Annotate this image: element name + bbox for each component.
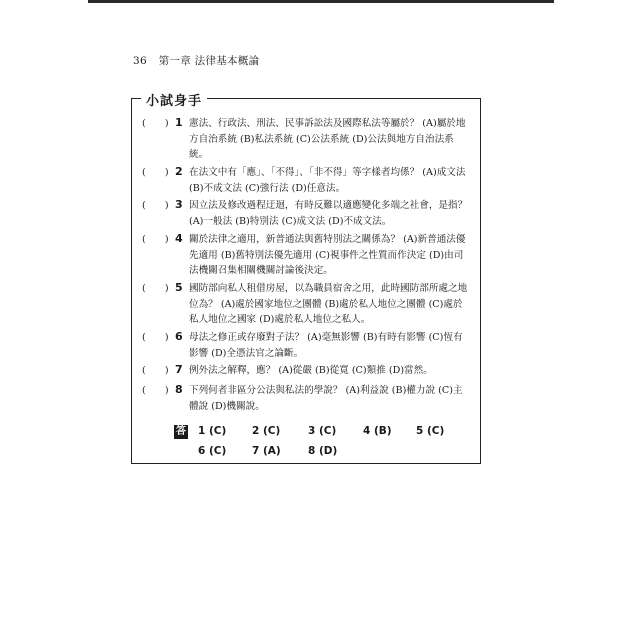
chapter-title: 第一章 法律基本概論 [158,55,260,67]
question-2 [142,165,472,196]
answer-item: 1 (C) [198,425,227,437]
page-number: 36 [133,55,147,67]
question-number: 1 [175,116,183,129]
answer-blank: ( ) [142,167,169,178]
answer-blank: ( ) [142,365,169,376]
answer-blank: ( ) [142,234,169,245]
top-rule [88,0,554,3]
question-number: 4 [175,232,183,245]
answer-blank: ( ) [142,283,169,294]
answer-item: 3 (C) [308,425,337,437]
question-3 [142,198,472,229]
question-number: 5 [175,281,183,294]
question-text: 下列何者非區分公法與私法的學說？ (A)利益說 (B)權力說 (C)主體說 (D)機關說。 [189,385,463,412]
question-7 [142,363,472,379]
answer-blank: ( ) [142,385,169,396]
answer-item: 5 (C) [416,425,445,437]
question-number: 2 [175,165,183,178]
question-number: 6 [175,330,183,343]
question-5 [142,281,472,328]
question-text: 憲法、行政法、刑法、民事訴訟法及國際私法等屬於？ (A)屬於地方自治系統 (B)私法系統 (C)公法系統 (D)公法與地方自治法系統。 [189,118,466,160]
answer-key-label: 答 [176,426,186,437]
question-6 [142,330,472,361]
question-number: 7 [175,363,183,376]
question-text: 例外法之解釋，應？ (A)從嚴 (B)從寬 (C)類推 (D)當然。 [189,365,433,376]
answer-blank: ( ) [142,200,169,211]
question-text: 母法之修正或存廢對子法？ (A)毫無影響 (B)有時有影響 (C)恆有影響 (D)全憑法官之論斷。 [189,332,463,359]
answer-item: 6 (C) [198,445,227,457]
question-number: 3 [175,198,183,211]
answer-blank: ( ) [142,118,169,129]
box-title: 小試身手 [141,90,207,109]
running-head [133,53,259,68]
answer-item: 4 (B) [363,425,392,437]
question-text: 國防部向私人租借房屋，以為職員宿舍之用，此時國防部所處之地位為？ (A)處於國家地位之團體 (B)處於私人地位之團體 (C)處於私人地位之國家 (D)處於私人地位之私人。 [189,283,468,325]
answer-item: 8 (D) [308,445,338,457]
answer-item: 2 (C) [252,425,281,437]
question-number: 8 [175,383,183,396]
question-1 [142,116,472,163]
question-text: 因立法及修改過程迂迴，有時反難以適應變化多端之社會，是指？ (A)一般法 (B)特別法 (C)成文法 (D)不成文法。 [189,200,468,227]
question-8 [142,383,472,414]
question-4 [142,232,472,279]
answer-item: 7 (A) [252,445,281,457]
answer-blank: ( ) [142,332,169,343]
question-text: 關於法律之適用，新普通法與舊特別法之關係為？ (A)新普通法優先適用 (B)舊特別法優先適用 (C)視事件之性質而作決定 (D)由司法機關召集相關機關討論後決定。 [189,234,466,276]
question-text: 在法文中有「應」、「不得」、「非不得」等字樣者均係？ (A)成文法 (B)不成文法 (C)強行法 (D)任意法。 [189,167,466,194]
